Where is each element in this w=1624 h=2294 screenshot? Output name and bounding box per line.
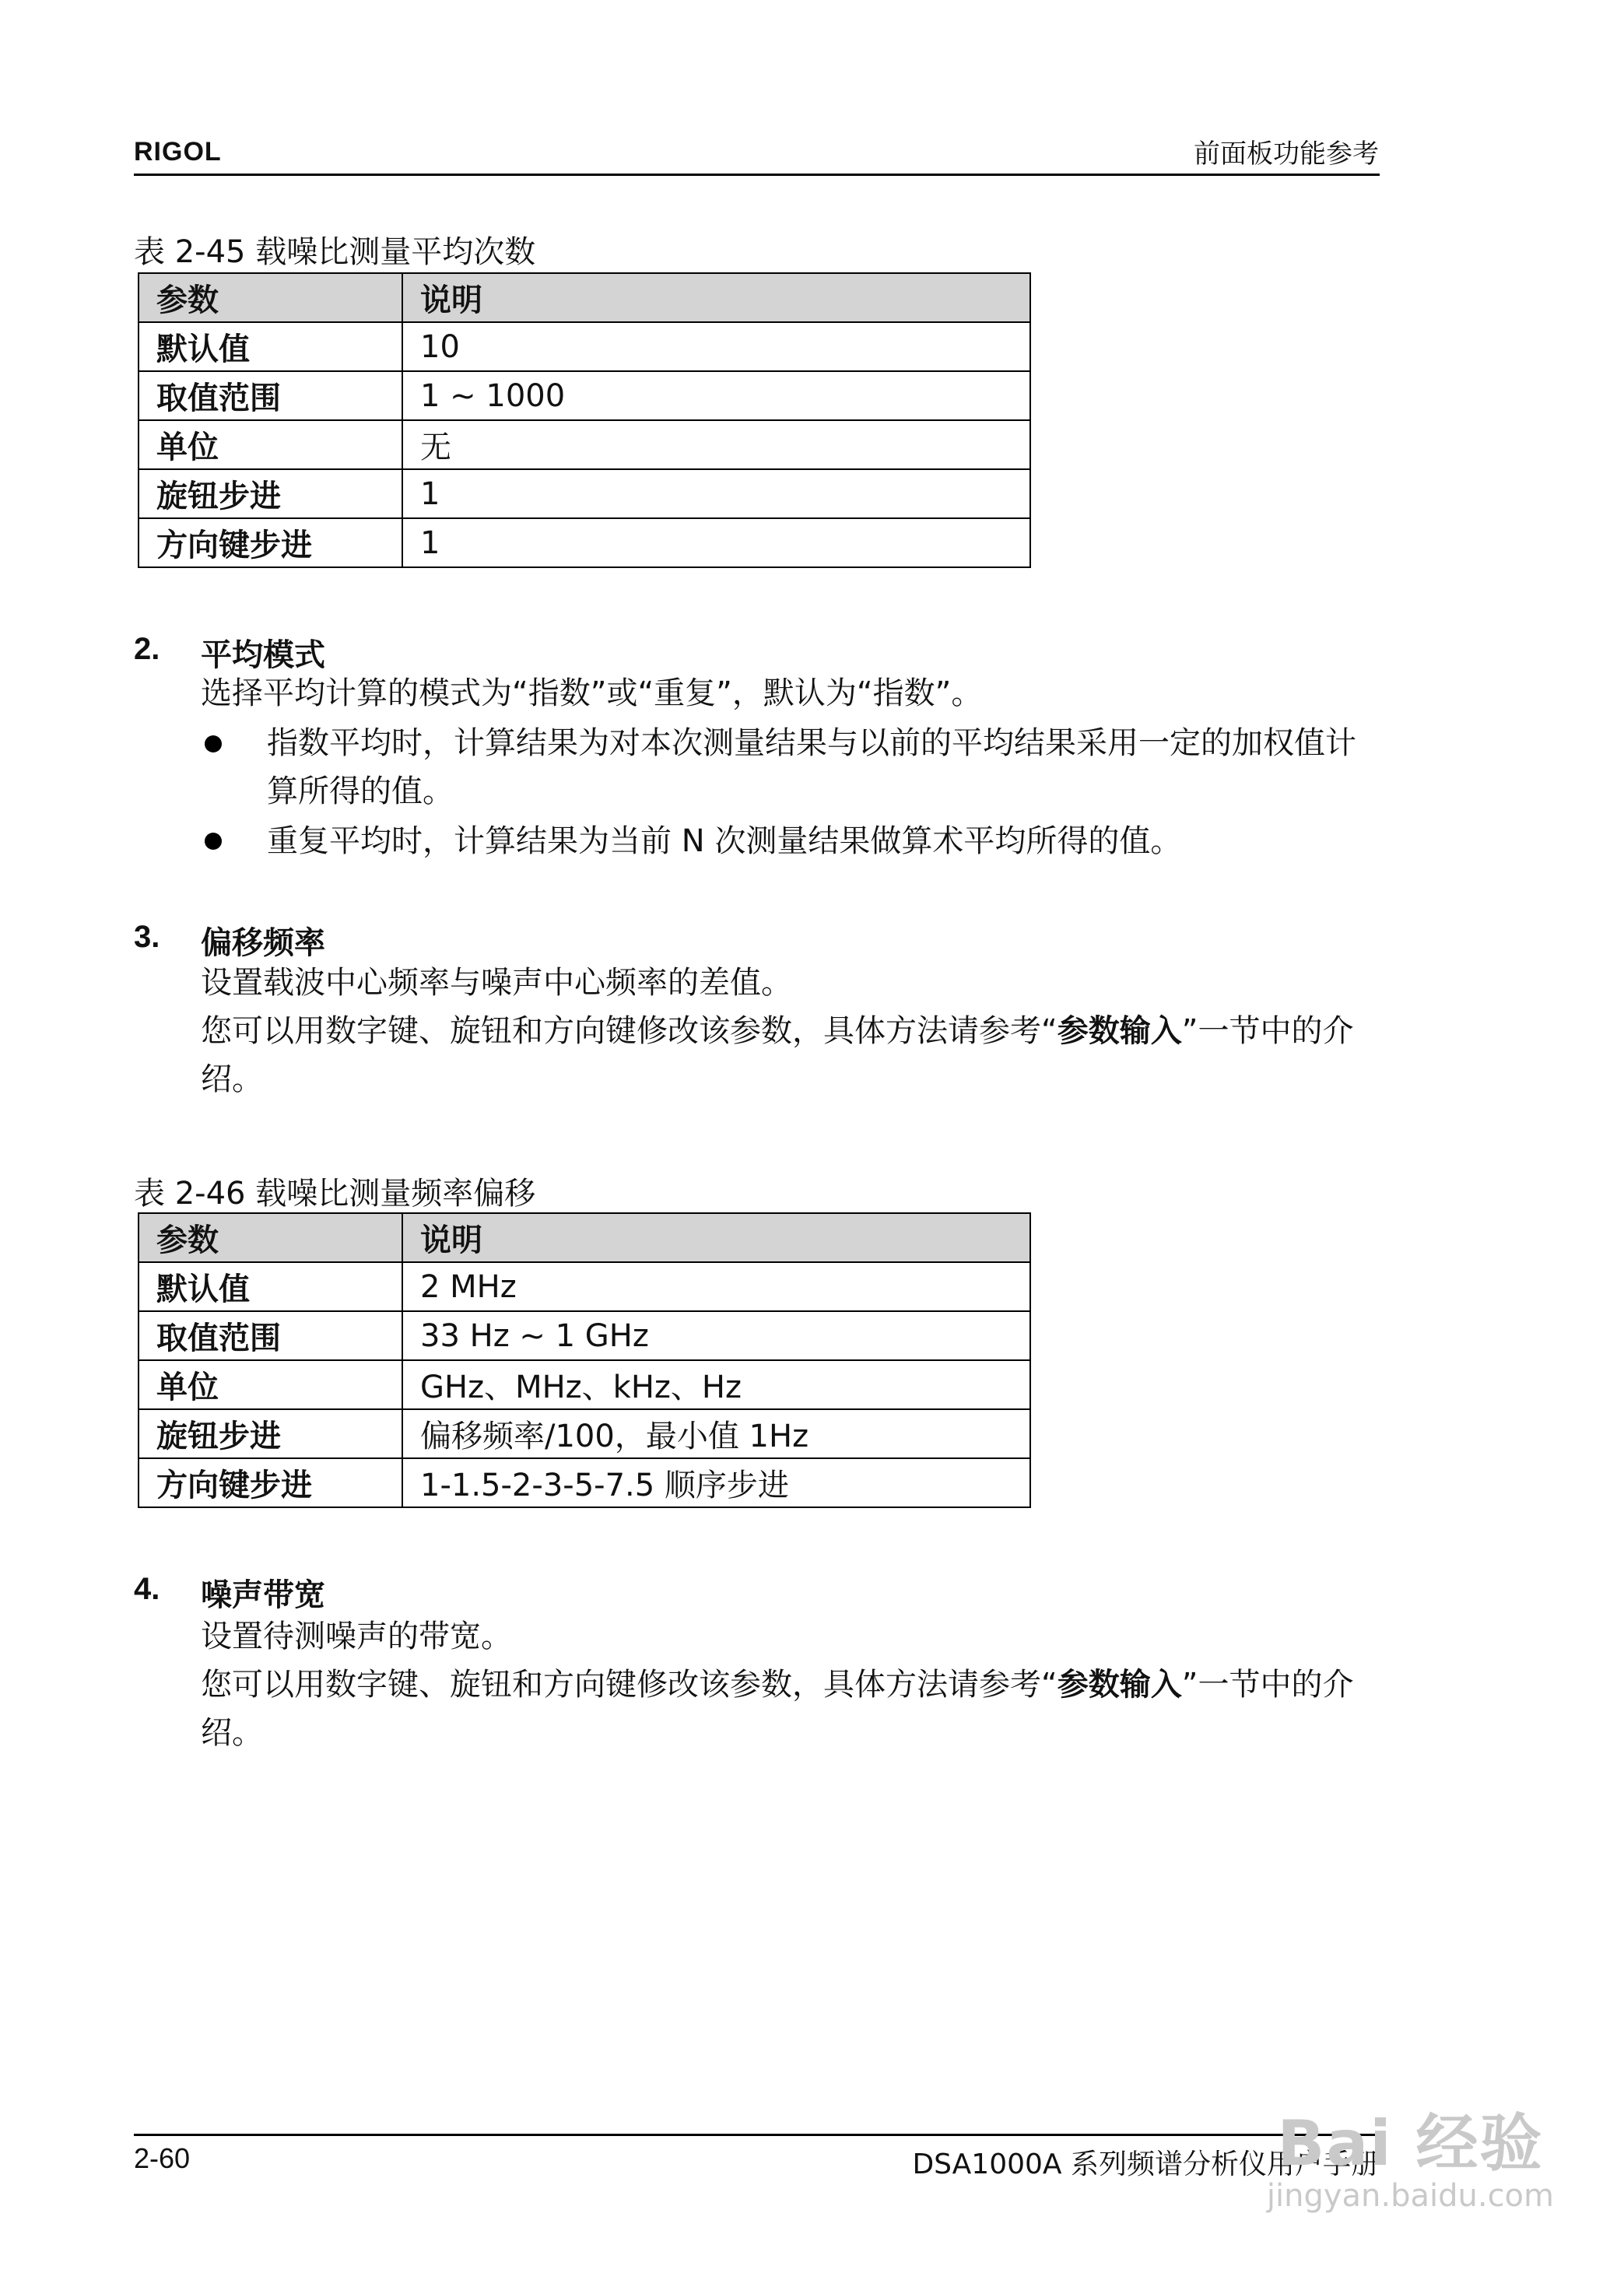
param-value: 33 Hz ~ 1 GHz bbox=[402, 1311, 1030, 1360]
bullet-icon bbox=[205, 735, 222, 752]
note-text: ”一节中的介绍。 bbox=[201, 1013, 1354, 1097]
section-note bbox=[201, 1661, 1376, 1757]
table-header-row bbox=[139, 1213, 1030, 1262]
bullet-text: 重复平均时，计算结果为当前 N 次测量结果做算术平均所得的值。 bbox=[267, 823, 1182, 859]
section-description: 设置载波中心频率与噪声中心频率的差值。 bbox=[201, 965, 792, 1001]
table-row bbox=[139, 1360, 1030, 1409]
param-value: 无 bbox=[402, 420, 1030, 469]
section-number: 3. bbox=[134, 920, 160, 954]
bullet-icon bbox=[205, 833, 222, 850]
table2 bbox=[138, 1212, 1031, 1508]
param-name: 方向键步进 bbox=[139, 1458, 402, 1507]
param-value: 1 bbox=[402, 518, 1030, 567]
table-row bbox=[139, 1409, 1030, 1458]
param-value: GHz、MHz、kHz、Hz bbox=[402, 1360, 1030, 1409]
section-title: 平均模式 bbox=[201, 637, 325, 673]
page-number: 2-60 bbox=[134, 2142, 191, 2174]
table-header-cell: 说明 bbox=[402, 273, 1030, 322]
section-number: 4. bbox=[134, 1572, 160, 1606]
table1 bbox=[138, 272, 1031, 568]
watermark-logo: Bai 经验 bbox=[1277, 2107, 1544, 2180]
brand-logo: RIGOL bbox=[134, 137, 222, 167]
note-text: 您可以用数字键、旋钮和方向键修改该参数，具体方法请参考“ bbox=[201, 1013, 1058, 1049]
section-title: 噪声带宽 bbox=[201, 1577, 325, 1613]
table-row bbox=[139, 1458, 1030, 1507]
watermark-url: jingyan.baidu.com bbox=[1266, 2178, 1554, 2214]
table-row bbox=[139, 1262, 1030, 1311]
param-name: 旋钮步进 bbox=[139, 1409, 402, 1458]
section-description: 选择平均计算的模式为“指数”或“重复”，默认为“指数”。 bbox=[201, 675, 983, 711]
param-value: 2 MHz bbox=[402, 1262, 1030, 1311]
watermark bbox=[1267, 2093, 1554, 2214]
table1-caption: 表 2-45 载噪比测量平均次数 bbox=[134, 234, 536, 270]
reference-link[interactable]: 参数输入 bbox=[1057, 1667, 1182, 1703]
table-row bbox=[139, 469, 1030, 518]
param-value: 1 ~ 1000 bbox=[402, 371, 1030, 420]
section-number: 2. bbox=[134, 632, 160, 666]
header-section-title: 前面板功能参考 bbox=[1194, 139, 1379, 170]
section-description: 设置待测噪声的带宽。 bbox=[201, 1619, 512, 1654]
reference-link[interactable]: 参数输入 bbox=[1057, 1013, 1182, 1049]
table-row bbox=[139, 322, 1030, 371]
table-row bbox=[139, 420, 1030, 469]
param-value: 1-1.5-2-3-5-7.5 顺序步进 bbox=[402, 1458, 1030, 1507]
param-name: 默认值 bbox=[139, 1262, 402, 1311]
param-name: 单位 bbox=[139, 420, 402, 469]
manual-title: DSA1000A 系列频谱分析仪用户手册 bbox=[912, 2148, 1379, 2180]
table2-caption: 表 2-46 载噪比测量频率偏移 bbox=[134, 1176, 536, 1212]
table-header-cell: 参数 bbox=[139, 273, 402, 322]
param-name: 旋钮步进 bbox=[139, 469, 402, 518]
header-rule bbox=[134, 174, 1380, 176]
footer-rule bbox=[134, 2134, 1380, 2136]
param-name: 单位 bbox=[139, 1360, 402, 1409]
param-value: 偏移频率/100，最小值 1Hz bbox=[402, 1409, 1030, 1458]
param-name: 默认值 bbox=[139, 322, 402, 371]
table-row bbox=[139, 1311, 1030, 1360]
note-text: ”一节中的介绍。 bbox=[201, 1667, 1354, 1751]
table-header-cell: 参数 bbox=[139, 1213, 402, 1262]
section-note bbox=[201, 1007, 1376, 1103]
param-name: 取值范围 bbox=[139, 1311, 402, 1360]
note-text: 您可以用数字键、旋钮和方向键修改该参数，具体方法请参考“ bbox=[201, 1667, 1058, 1703]
table-header-row bbox=[139, 273, 1030, 322]
param-name: 方向键步进 bbox=[139, 518, 402, 567]
section-title: 偏移频率 bbox=[201, 925, 325, 961]
table-header-cell: 说明 bbox=[402, 1213, 1030, 1262]
bullet-text: 指数平均时，计算结果为对本次测量结果与以前的平均结果采用一定的加权值计算所得的值。 bbox=[267, 725, 1356, 809]
param-name: 取值范围 bbox=[139, 371, 402, 420]
param-value: 10 bbox=[402, 322, 1030, 371]
table-row bbox=[139, 371, 1030, 420]
table-row bbox=[139, 518, 1030, 567]
param-value: 1 bbox=[402, 469, 1030, 518]
